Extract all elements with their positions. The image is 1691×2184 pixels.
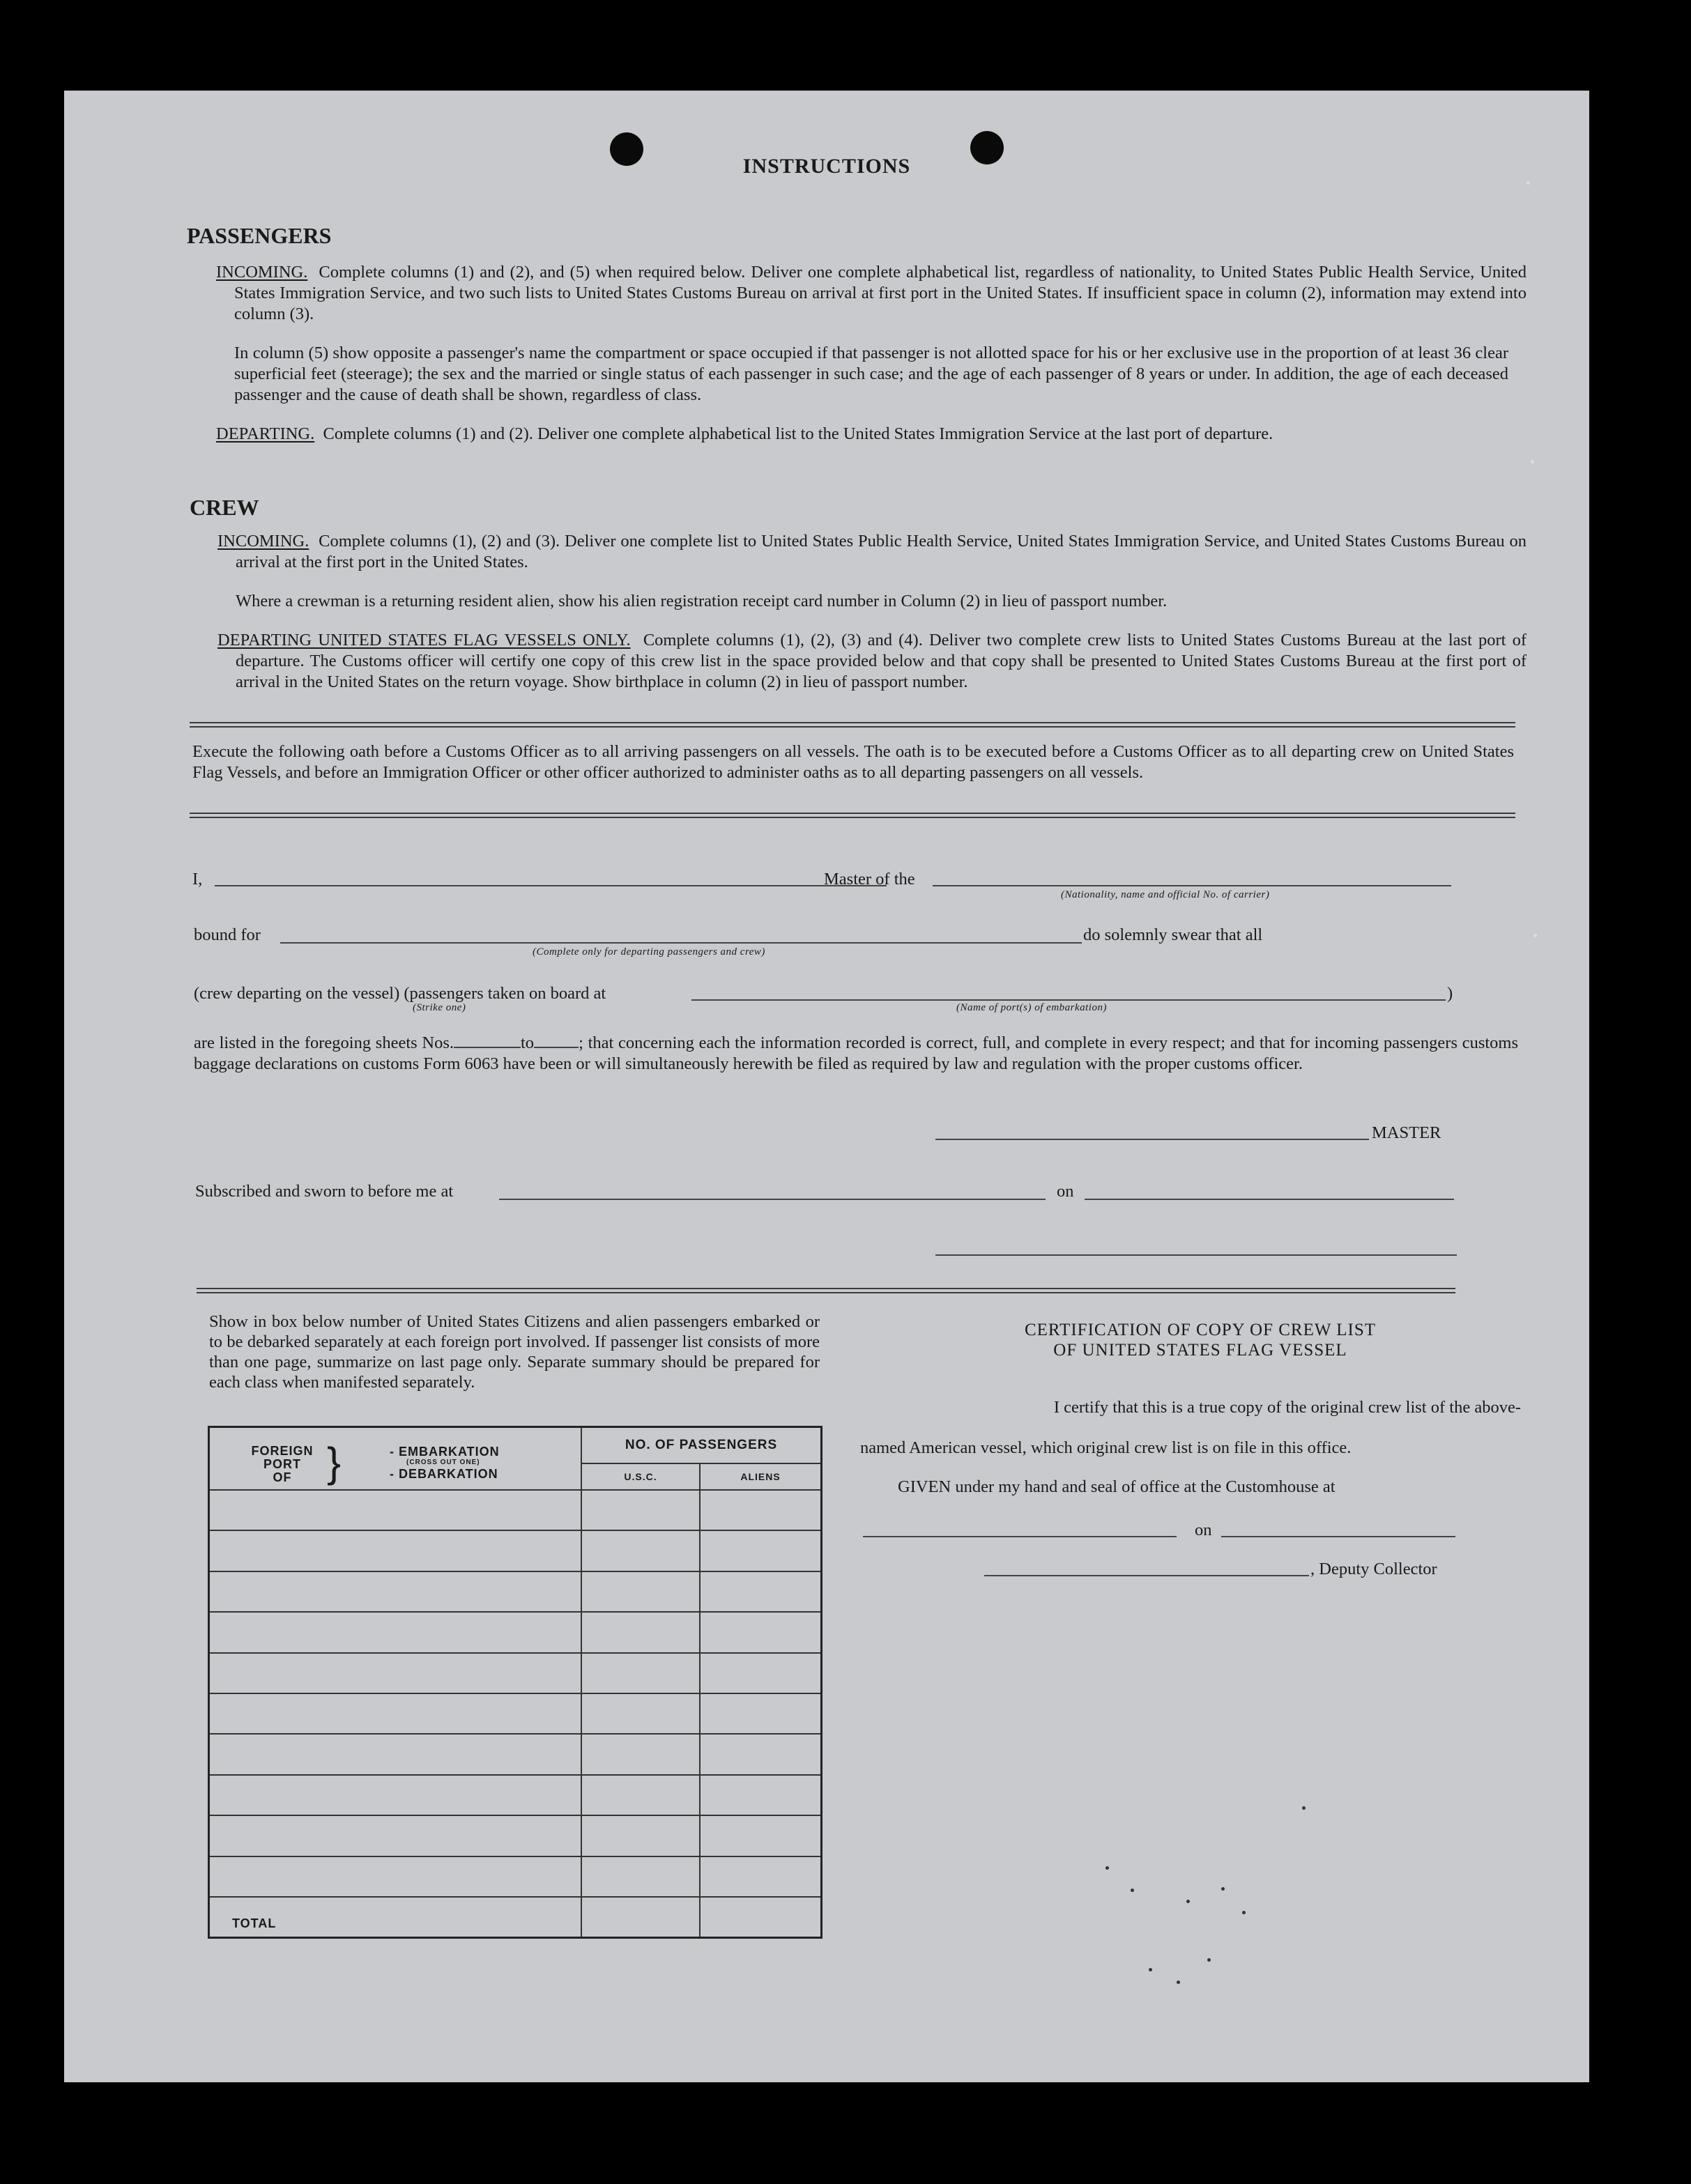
crew-heading: CREW (190, 495, 259, 520)
page-title: INSTRUCTIONS (742, 155, 911, 178)
port-cell[interactable] (209, 1734, 582, 1774)
col-usc: U.S.C. (581, 1463, 700, 1490)
usc-cell[interactable] (581, 1734, 700, 1774)
sworn-on-label: on (1057, 1182, 1074, 1201)
col-aliens: ALIENS (700, 1463, 822, 1490)
port-cell[interactable] (209, 1612, 582, 1652)
customhouse-field[interactable] (863, 1536, 1177, 1537)
aliens-cell[interactable] (700, 1693, 822, 1734)
port-header-cell (209, 1427, 582, 1491)
listed-text-b: ; that concerning each the information recorded is correct, full, and complete in every respect; and that for incoming passengers customs baggage declarations on customs Form 6063 have been or will simultaneously herewith be filed as required by law and regulation with the proper customs officer. (194, 1033, 1519, 1073)
oath-i: I, (192, 870, 203, 889)
aliens-cell[interactable] (700, 1571, 822, 1612)
col-foreign-1: FOREIGN (251, 1444, 314, 1458)
crew-departing-label: DEPARTING UNITED STATES FLAG VESSELS ONLY. (217, 631, 631, 649)
double-rule (197, 1288, 1455, 1293)
sworn-place-field[interactable] (499, 1199, 1046, 1200)
passengers-heading: PASSENGERS (187, 223, 332, 248)
certify-line-3: GIVEN under my hand and seal of office at the Customhouse at (898, 1477, 1336, 1496)
crew-departing-text: Complete columns (1), (2), (3) and (4). Deliver two complete crew lists to United States Customs Bureau at the last port of departure. The Customs officer will certify one copy of this crew list in the space provided below and that copy shall be presented to United States Customs Bureau at the first port of arrival in the United States on the return voyage. Show birthplace in column (2) in lieu of passport number. (236, 631, 1527, 691)
master-of-the-label: Master of the (824, 870, 915, 889)
listed-to: to (521, 1033, 535, 1052)
usc-cell[interactable] (581, 1530, 700, 1571)
scan-speck (1186, 1900, 1190, 1903)
port-cell[interactable] (209, 1571, 582, 1612)
brace-glyph: } (327, 1439, 342, 1486)
crew-incoming-text: Complete columns (1), (2) and (3). Deliver one complete list to United States Public Health Service, United States Immigration Service, and United States Customs Bureau on arrival at the first port in the United States. (236, 532, 1527, 571)
sworn-date-field[interactable] (1085, 1199, 1454, 1200)
master-signature-field[interactable] (935, 1139, 1369, 1140)
port-cell[interactable] (209, 1815, 582, 1856)
scan-speck (1533, 934, 1537, 937)
departing-label: DEPARTING. (216, 424, 315, 443)
complete-only-note: (Complete only for departing passengers and crew) (533, 946, 765, 958)
port-cell[interactable] (209, 1693, 582, 1734)
scan-speck (1527, 181, 1530, 185)
aliens-cell[interactable] (700, 1490, 822, 1530)
col-foreign-3: OF (273, 1470, 292, 1484)
scan-speck (1221, 1887, 1225, 1891)
close-paren: ) (1447, 984, 1453, 1003)
strike-one-note: (Strike one) (413, 1002, 466, 1013)
port-cell[interactable] (209, 1775, 582, 1815)
aliens-cell[interactable] (700, 1856, 822, 1897)
aliens-cell[interactable] (700, 1775, 822, 1815)
usc-cell[interactable] (581, 1612, 700, 1652)
scan-speck (1131, 1889, 1134, 1892)
resident-alien-paragraph: Where a crewman is a returning resident alien, show his alien registration receipt card number in Column (2) in lieu of passport number. (236, 592, 1168, 610)
passengers-incoming-paragraph (216, 262, 1527, 325)
aliens-cell[interactable] (700, 1815, 822, 1856)
scan-speck (1242, 1911, 1246, 1914)
passengers-departing-paragraph (216, 424, 1527, 445)
cert-on-label: on (1195, 1521, 1212, 1539)
col-foreign-2: PORT (263, 1457, 301, 1471)
master-label: MASTER (1372, 1123, 1441, 1142)
col-embarkation: - EMBARKATION (390, 1445, 500, 1459)
col-passengers: NO. OF PASSENGERS (581, 1427, 822, 1463)
certify-line-2: named American vessel, which original crew list is on file in this office. (860, 1438, 1352, 1457)
port-cell[interactable] (209, 1490, 582, 1530)
destination-field[interactable] (280, 942, 1082, 944)
column5-paragraph: In column (5) show opposite a passenger's name the compartment or space occupied if that passenger is not allotted space for his or her exclusive use in the proportion of at least 36 clear superficial feet (steerage); the sex and the married or single status of each passenger in such case; and the age of each passenger of 8 years or under. In addition, the age of each deceased passenger and the cause of death shall be shown, regardless of class. (234, 344, 1508, 404)
aliens-cell[interactable] (700, 1653, 822, 1693)
scan-speck (1302, 1806, 1306, 1810)
scan-speck (1177, 1981, 1180, 1984)
scan-speck (1207, 1958, 1211, 1962)
port-cell[interactable] (209, 1653, 582, 1693)
usc-cell[interactable] (581, 1490, 700, 1530)
port-note: (Name of port(s) of embarkation) (956, 1002, 1107, 1013)
incoming-label: INCOMING. (216, 263, 308, 282)
form-page (64, 91, 1589, 2082)
port-cell[interactable] (209, 1530, 582, 1571)
incoming-text: Complete columns (1) and (2), and (5) when required below. Deliver one complete alphabetical list, regardless of nationality, to United States Public Health Service, United States Immigration Service, and two such lists to United States Customs Bureau on arrival at first port in the United States. If insufficient space in column (2), information may extend into column (3). (234, 263, 1527, 323)
crew-departing-paragraph (217, 630, 1527, 693)
embarkation-port-field[interactable] (691, 999, 1446, 1001)
aliens-cell[interactable] (700, 1734, 822, 1774)
listed-paragraph (194, 1033, 1518, 1075)
double-rule (190, 813, 1515, 818)
subscribed-label: Subscribed and sworn to before me at (195, 1182, 454, 1201)
certify-line-1: I certify that this is a true copy of the original crew list of the above- (1053, 1398, 1521, 1417)
usc-cell[interactable] (581, 1571, 700, 1612)
departing-text: Complete columns (1) and (2). Deliver one complete alphabetical list to the United States Immigration Service at the last port of departure. (323, 424, 1273, 443)
certification-heading-2: OF UNITED STATES FLAG VESSEL (1053, 1341, 1347, 1360)
crew-incoming-paragraph (217, 531, 1527, 573)
cross-out-note: (CROSS OUT ONE) (406, 1459, 480, 1466)
usc-cell[interactable] (581, 1775, 700, 1815)
aliens-total-cell[interactable] (700, 1897, 822, 1938)
summary-instructions: Show in box below number of United States Citizens and alien passengers embarked or to be debarked separately at each foreign port involved. If passenger list consists of more than one page, summarize on last page only. Separate summary should be prepared for each class when manifested separately. (209, 1312, 820, 1392)
deputy-collector-label: , Deputy Collector (1310, 1560, 1437, 1578)
execute-oath-paragraph: Execute the following oath before a Customs Officer as to all arriving passengers on all vessels. The oath is to be executed before a Customs Officer as to all departing crew on United States Flag Vessels, and before an Immigration Officer or other officer authorized to administer oaths as to all departing passengers on all vessels. (192, 742, 1514, 782)
double-rule (190, 722, 1515, 728)
deputy-signature-field[interactable] (984, 1575, 1309, 1576)
scan-speck (1105, 1866, 1109, 1870)
col-debarkation: - DEBARKATION (390, 1467, 498, 1481)
crew-incoming-label: INCOMING. (217, 532, 309, 551)
cert-date-field[interactable] (1221, 1536, 1455, 1537)
certification-heading (887, 1320, 1514, 1360)
bound-for-label: bound for (194, 925, 261, 944)
usc-cell[interactable] (581, 1856, 700, 1897)
master-name-field[interactable] (215, 885, 887, 886)
carrier-field[interactable] (933, 885, 1451, 886)
listed-text-a: are listed in the foregoing sheets Nos. (194, 1033, 454, 1052)
scan-speck (1149, 1968, 1152, 1971)
usc-cell[interactable] (581, 1815, 700, 1856)
nationality-note: (Nationality, name and official No. of carrier) (1061, 889, 1270, 900)
swear-text: do solemnly swear that all (1083, 925, 1263, 944)
certification-heading-1: CERTIFICATION OF COPY OF CREW LIST (1024, 1321, 1377, 1339)
usc-cell[interactable] (581, 1693, 700, 1734)
usc-cell[interactable] (581, 1653, 700, 1693)
usc-total-cell[interactable] (581, 1897, 700, 1938)
sheet-from-field[interactable] (454, 1034, 521, 1048)
port-cell[interactable] (209, 1856, 582, 1897)
sheet-to-field[interactable] (534, 1034, 579, 1048)
crew-departing-text: (crew departing on the vessel) (passengers taken on board at (194, 984, 606, 1003)
total-label: TOTAL (209, 1897, 582, 1938)
officer-signature-field[interactable] (935, 1254, 1457, 1256)
scan-speck (1531, 460, 1534, 463)
aliens-cell[interactable] (700, 1612, 822, 1652)
passenger-summary-table (208, 1426, 822, 1939)
aliens-cell[interactable] (700, 1530, 822, 1571)
